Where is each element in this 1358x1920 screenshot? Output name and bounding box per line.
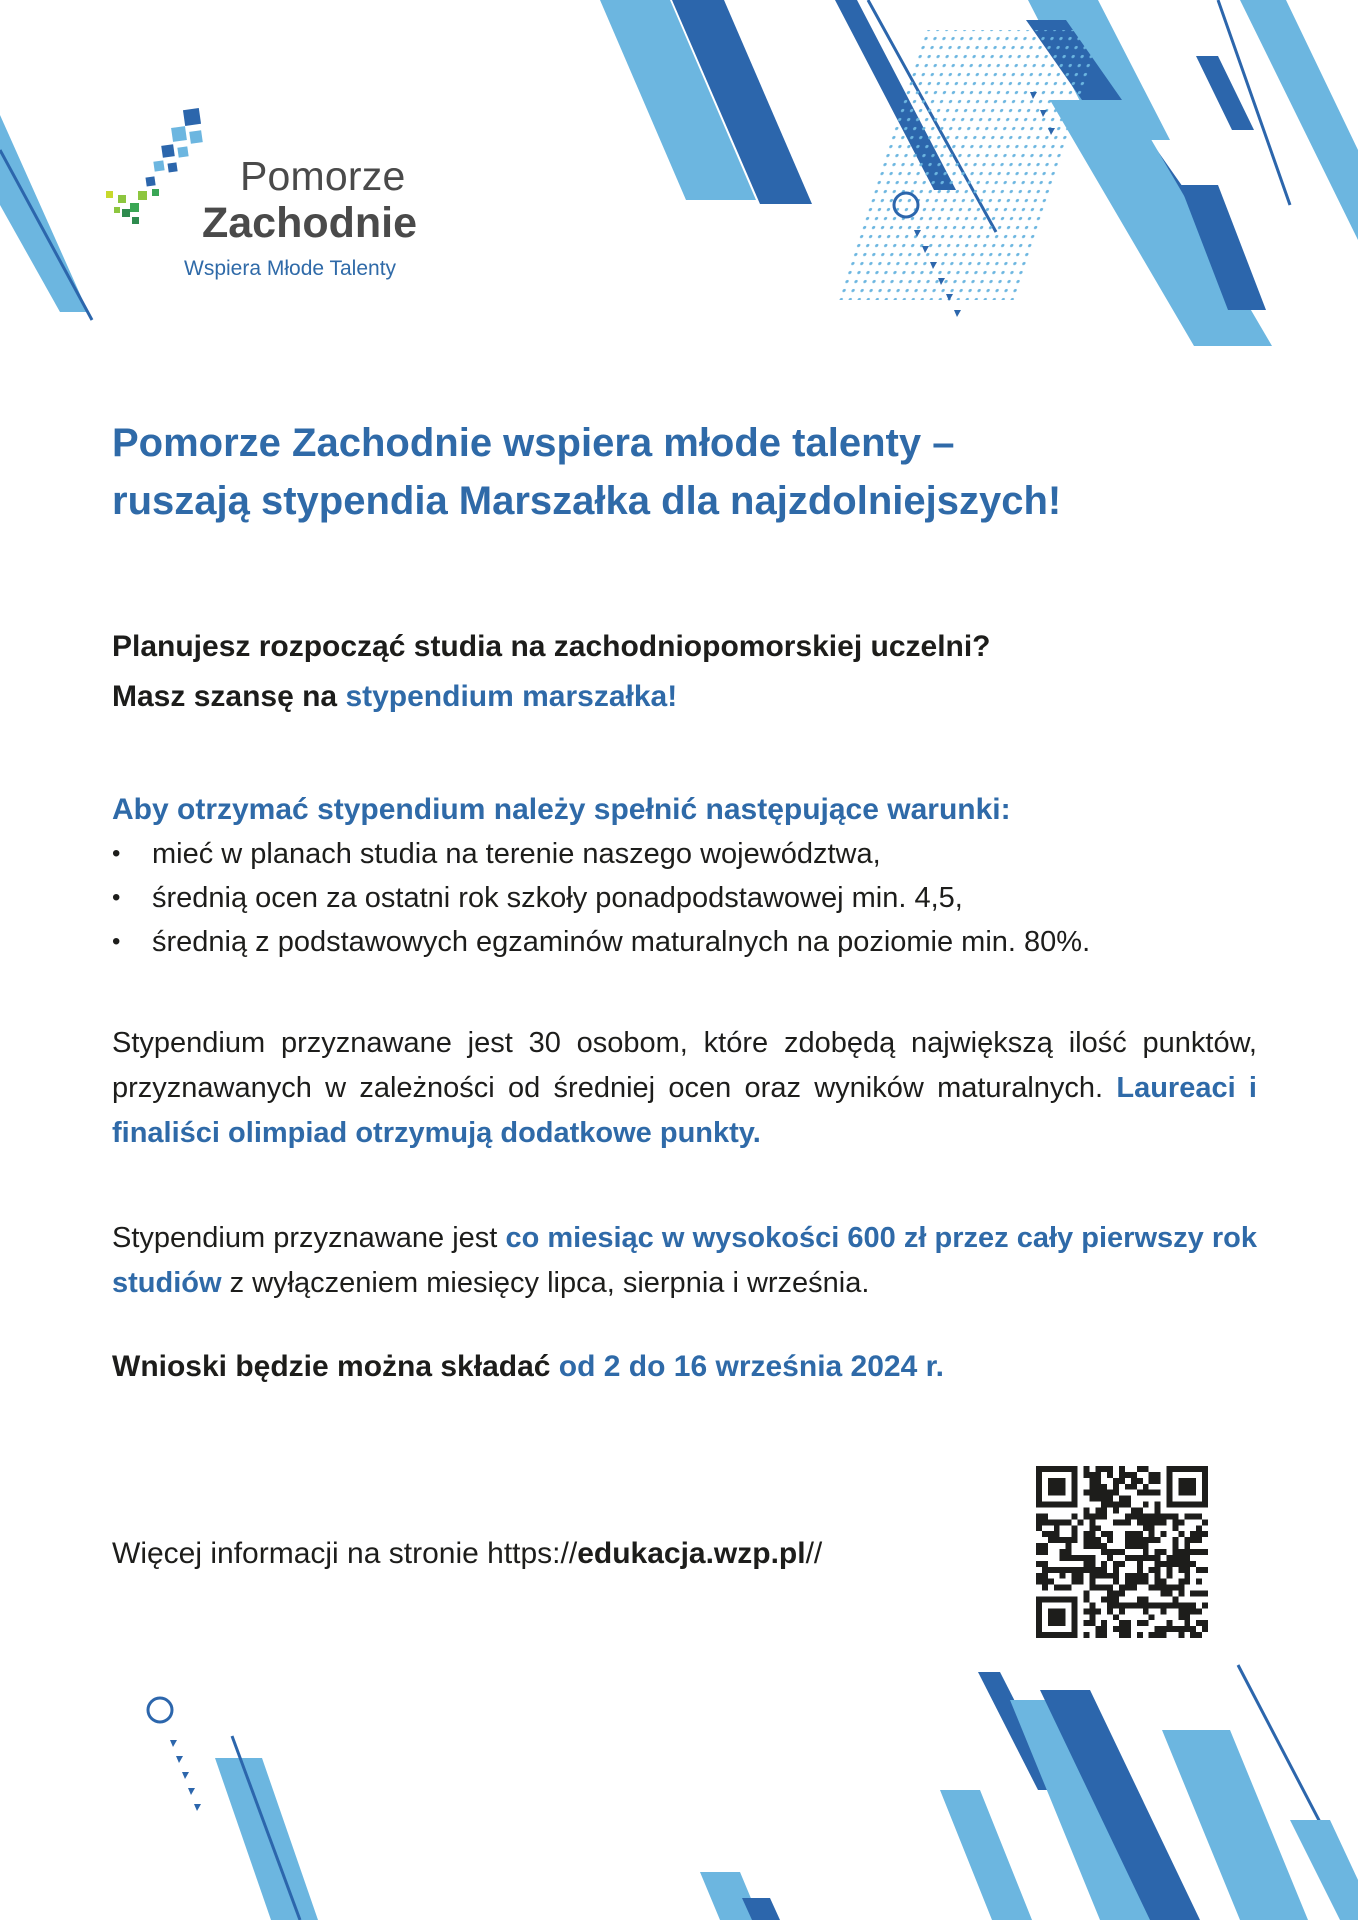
amount-prefix: Stypendium przyznawane jest xyxy=(112,1222,506,1254)
intro-question: Planujesz rozpocząć studia na zachodniopomorskiej uczelni? xyxy=(112,630,991,663)
pomorze-zachodnie-logo xyxy=(100,105,440,295)
amount-paragraph xyxy=(112,1216,1257,1306)
condition-item: • średnią ocen za ostatni rok szkoły ponadpodstawowej min. 4,5, xyxy=(112,876,1257,920)
logo-line2: Zachodnie xyxy=(202,199,418,247)
more-info-suffix: // xyxy=(805,1537,823,1570)
amount-highlight: co miesiąc w wysokości 600 zł przez cały pierwszy rok studiów xyxy=(112,1222,1258,1299)
condition-item: • mieć w planach studia na terenie naszego województwa, xyxy=(112,832,1257,876)
conditions-section xyxy=(112,788,1257,964)
bottom-right-stripes xyxy=(940,1665,1358,1920)
title-line1: Pomorze Zachodnie wspiera młode talenty – xyxy=(112,421,955,465)
top-right-stripes xyxy=(600,0,1358,346)
logo-mark-icon xyxy=(100,105,210,245)
more-info-prefix: Więcej informacji na stronie https:// xyxy=(112,1537,578,1570)
more-info-link[interactable]: edukacja.wzp.pl xyxy=(577,1537,806,1570)
intro-section xyxy=(112,622,1257,722)
selection-text: Stypendium przyznawane jest 30 osobom, które zdobędą największą ilość punktów, przyznawanych w zależności od średniej ocen oraz wyników maturalnych. xyxy=(112,1027,1257,1104)
deadline-prefix: Wnioski będzie można składać xyxy=(112,1350,559,1383)
bottom-left-stripes xyxy=(0,1698,780,1920)
amount-suffix: z wyłączeniem miesięcy lipca, sierpnia i września. xyxy=(221,1267,870,1299)
title-line2: ruszają stypendia Marszałka dla najzdolniejszych! xyxy=(112,479,1062,523)
top-left-stripes xyxy=(0,115,92,320)
page-title xyxy=(112,414,1257,530)
selection-paragraph xyxy=(112,1021,1257,1156)
logo-tagline: Wspiera Młode Talenty xyxy=(184,257,397,280)
conditions-heading: Aby otrzymać stypendium należy spełnić następujące warunki: xyxy=(112,793,1011,826)
deadline-dates: od 2 do 16 września 2024 r. xyxy=(558,1350,944,1383)
qr-code-icon[interactable] xyxy=(1036,1466,1208,1638)
deadline-line xyxy=(112,1350,1257,1384)
intro-chance-highlight: stypendium marszałka! xyxy=(345,680,678,713)
conditions-list xyxy=(112,832,1257,964)
logo-line1: Pomorze xyxy=(240,153,406,199)
condition-item: • średnią z podstawowych egzaminów maturalnych na poziomie min. 80%. xyxy=(112,920,1257,964)
selection-highlight: Laureaci i finaliści olimpiad otrzymują dodatkowe punkty. xyxy=(112,1072,1257,1149)
intro-chance xyxy=(112,672,1257,722)
intro-chance-prefix: Masz szansę na xyxy=(112,680,346,713)
